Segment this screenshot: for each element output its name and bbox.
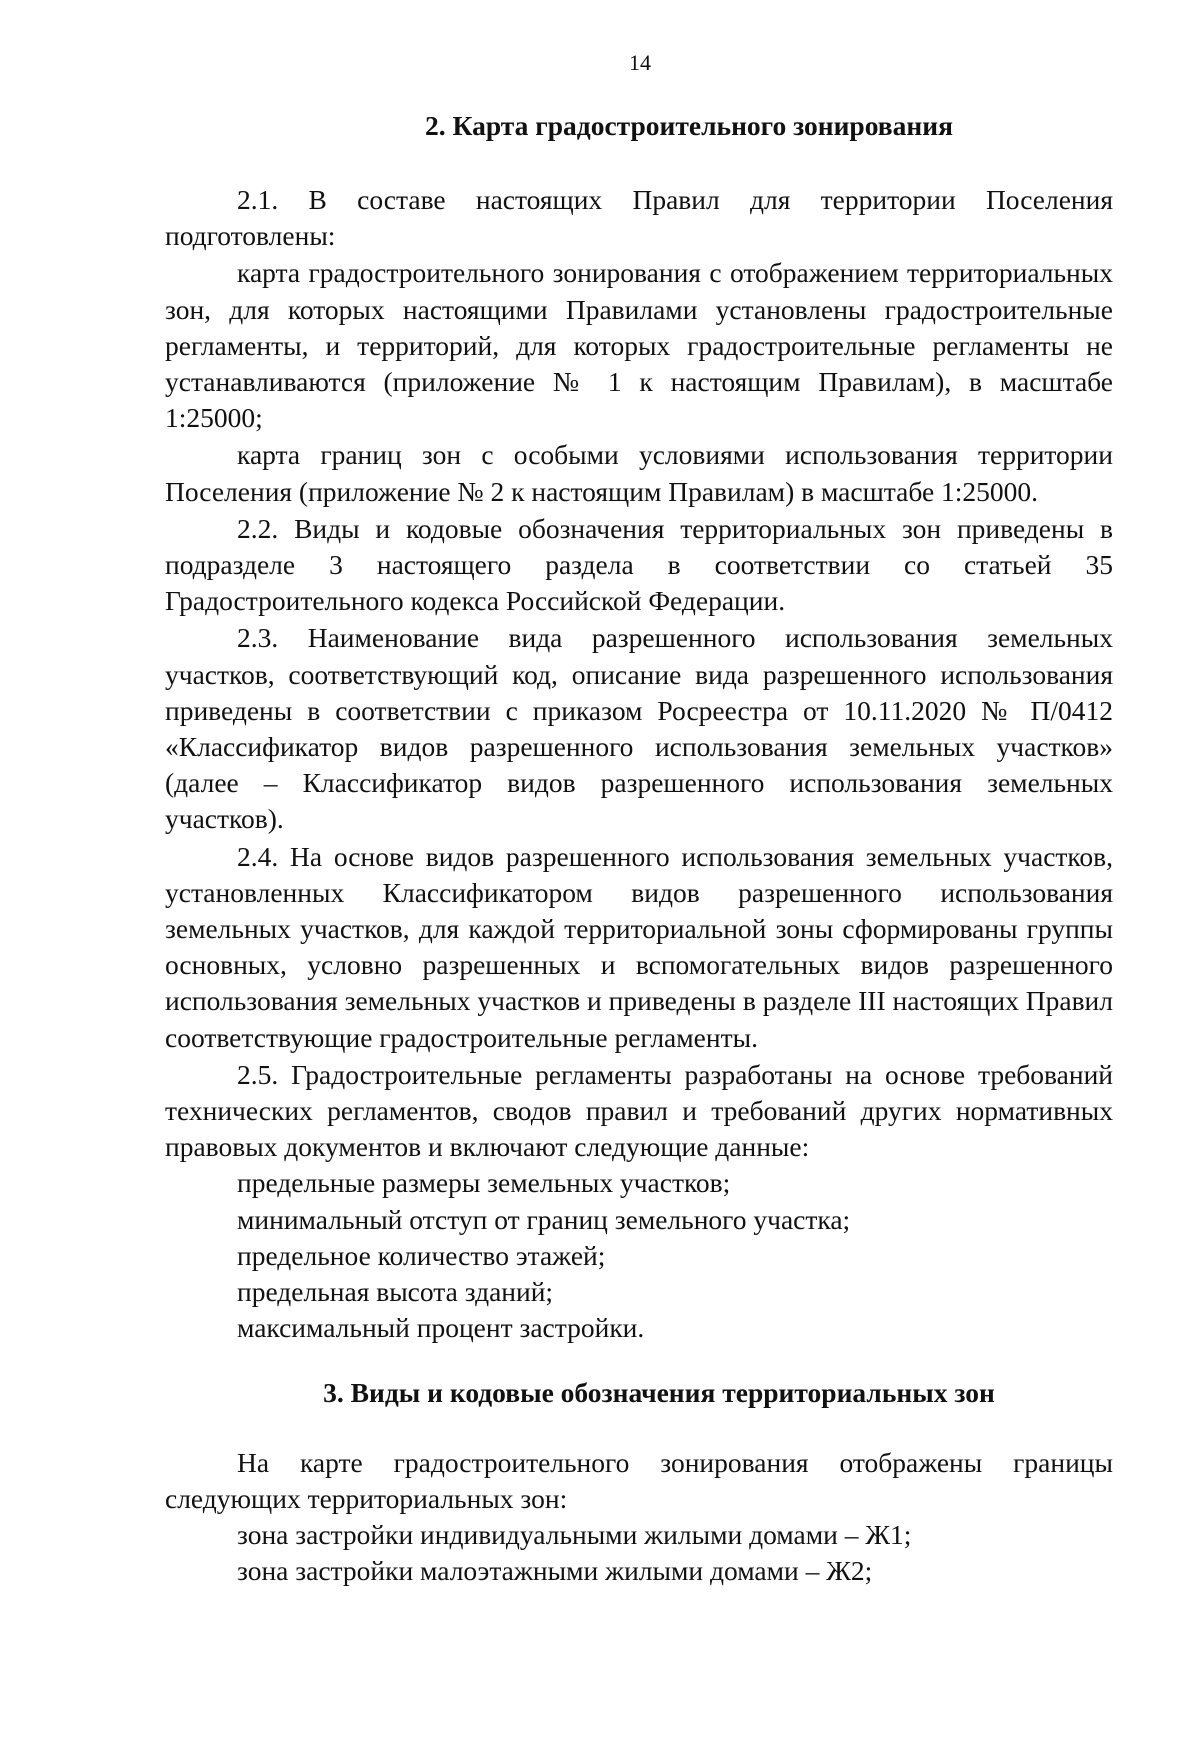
paragraph-2-2: 2.2. Виды и кодовые обозначения территориальных зон приведены в подразделе 3 настоящего раздела в соответствии со статьей 35 Градостроительного кодекса Российской Федерации. (165, 512, 1113, 617)
paragraph-2-5: 2.5. Градостроительные регламенты разработаны на основе требований технических регламентов, сводов правил и требований других нормативных правовых документов и включают следующие данные: (165, 1058, 1113, 1163)
list-item: предельная высота зданий; (237, 1276, 554, 1308)
paragraph-zoning-map: карта градостроительного зонирования с отображением территориальных зон, для которых настоящими Правилами установлены градостроительные регламенты, и территорий, для которых градостроительные регламенты не устанавливаются (приложение № 1 к настоящим Правилам), в масштабе 1:25000; (165, 257, 1113, 434)
paragraph-2-4: 2.4. На основе видов разрешенного использования земельных участков, установленных Классификатором видов разрешенного использования земельных участков, для каждой территориальной зоны сформированы группы основных, условно разрешенных и вспомогательных видов разрешенного использования земельных участков и приведены в разделе III настоящих Правил соответствующие градостроительные регламенты. (165, 840, 1113, 1053)
paragraph-section-3-intro: На карте градостроительного зонирования отображены границы следующих территориальных зон: (165, 1446, 1113, 1514)
list-item: максимальный процент застройки. (237, 1312, 645, 1344)
paragraph-special-zones-map: карта границ зон с особыми условиями использования территории Поселения (приложение № 2 к настоящим Правилам) в масштабе 1:25000. (165, 439, 1113, 507)
list-item: зона застройки индивидуальными жилыми домами – Ж1; (237, 1518, 912, 1550)
page-number: 14 (629, 50, 651, 75)
regulation-data-list (165, 1165, 1113, 1346)
paragraph-2-1: 2.1. В составе настоящих Правил для территории Поселения подготовлены: (165, 184, 1113, 252)
section-3-heading: 3. Виды и кодовые обозначения территориальных зон (323, 1376, 995, 1408)
zone-list (165, 1517, 1113, 1589)
section-2-heading: 2. Карта градостроительного зонирования (425, 110, 953, 141)
list-item: предельное количество этажей; (237, 1239, 606, 1271)
paragraph-2-3: 2.3. Наименование вида разрешенного использования земельных участков, соответствующий код, описание вида разрешенного использования приведены в соответствии с приказом Росреестра от 10.11.2020 № П/0412 «Классификатор видов разрешенного использования земельных участков» (далее – Классификатор видов разрешенного использования земельных участков). (165, 622, 1113, 835)
document-body (165, 108, 1113, 1589)
list-item: минимальный отступ от границ земельного участка; (237, 1203, 851, 1235)
list-item: зона застройки малоэтажными жилыми домами – Ж2; (237, 1555, 873, 1587)
list-item: предельные размеры земельных участков; (237, 1167, 731, 1199)
